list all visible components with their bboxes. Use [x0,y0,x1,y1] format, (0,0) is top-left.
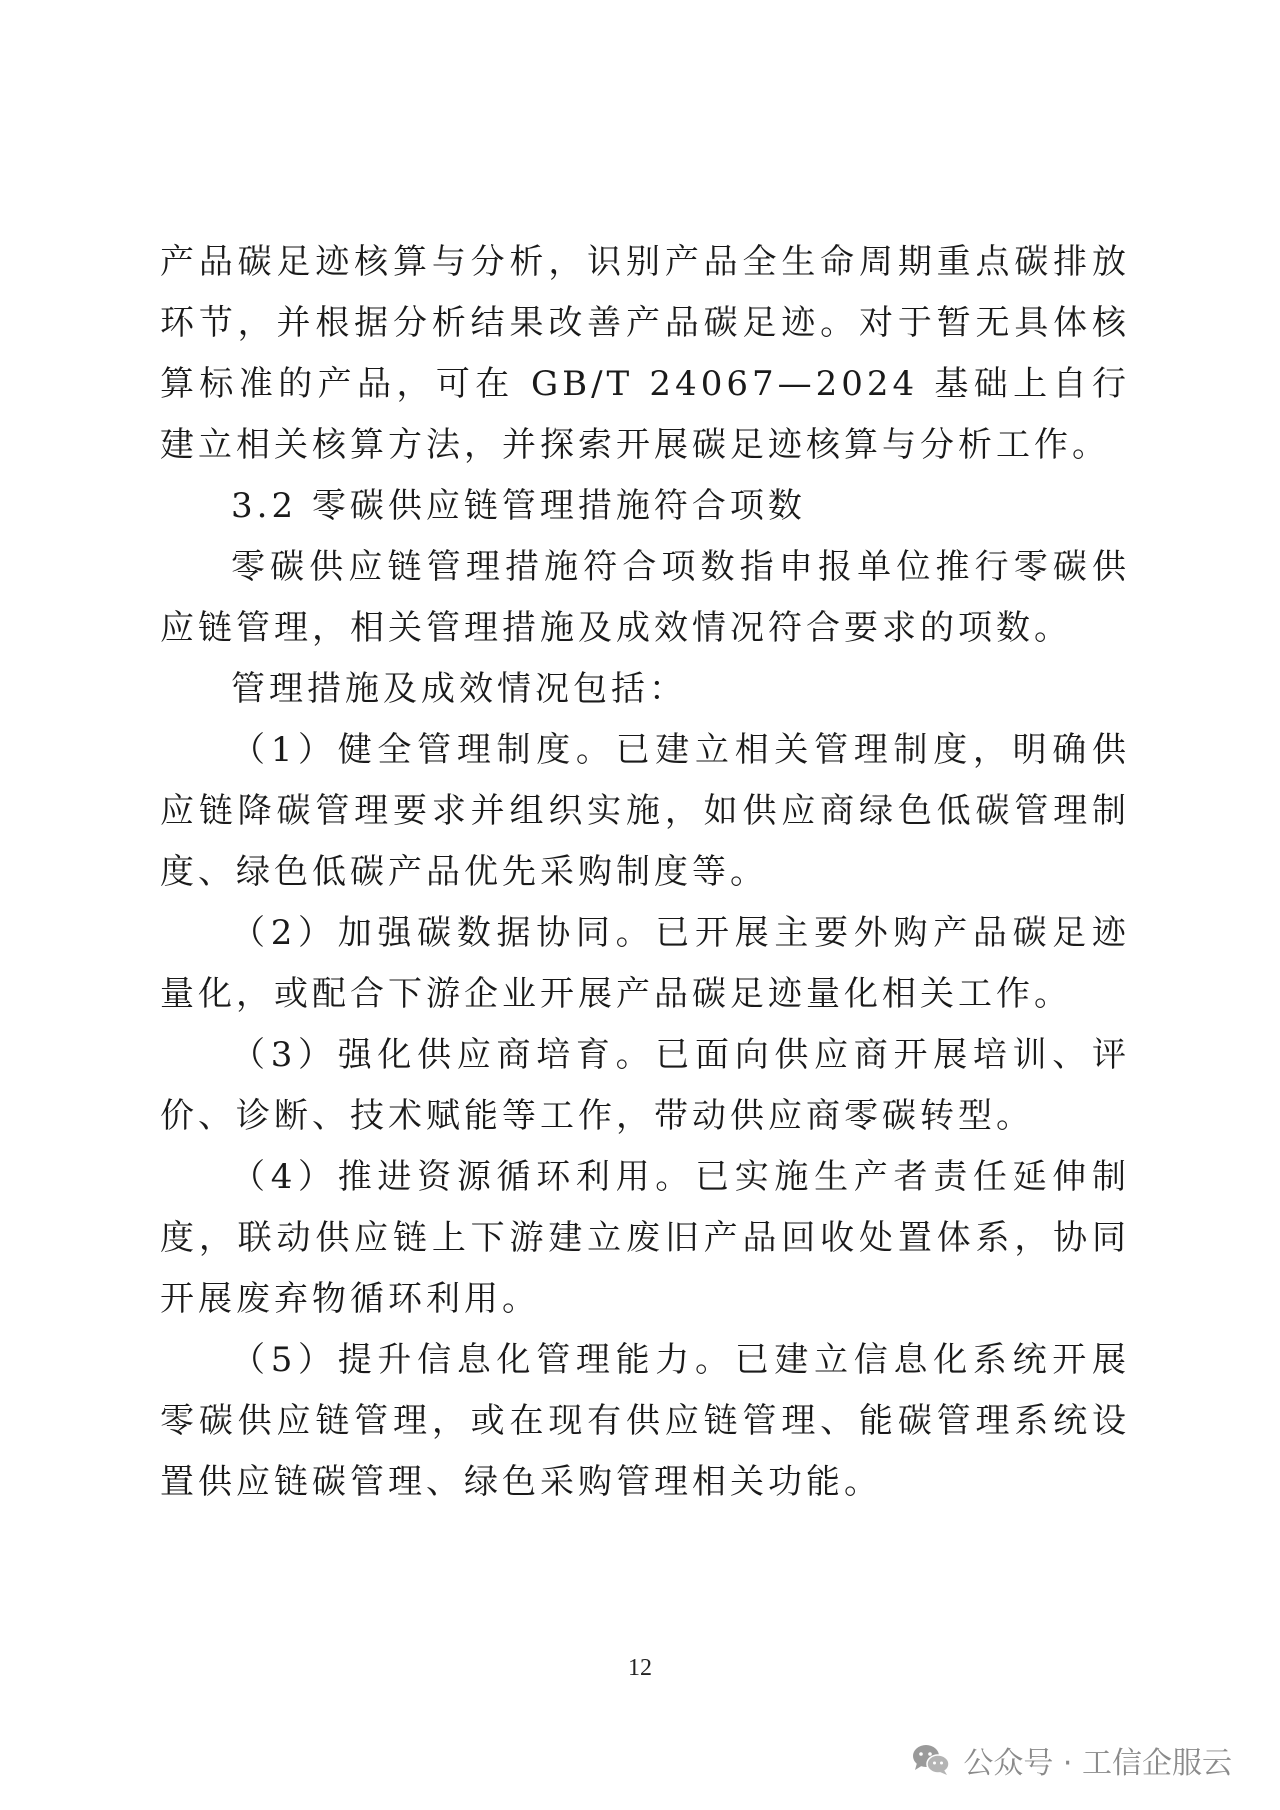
definition-paragraph: 零碳供应链管理措施符合项数指申报单位推行零碳供应链管理，相关管理措施及成效情况符合要求的项数。 [160,547,1130,648]
list-item: （5）提升信息化管理能力。已建立信息化系统开展零碳供应链管理，或在现有供应链管理、能碳管理系统设置供应链碳管理、绿色采购管理相关功能。 [160,1340,1130,1502]
list-item: （3）强化供应商培育。已面向供应商开展培训、评价、诊断、技术赋能等工作，带动供应商零碳转型。 [160,1035,1130,1136]
watermark-text: 公众号 · 工信企服云 [963,1746,1232,1781]
list-item: （1）健全管理制度。已建立相关管理制度，明确供应链降碳管理要求并组织实施，如供应商绿色低碳管理制度、绿色低碳产品优先采购制度等。 [160,730,1130,892]
intro-paragraph: 产品碳足迹核算与分析，识别产品全生命周期重点碳排放环节，并根据分析结果改善产品碳足迹。对于暂无具体核算标准的产品，可在 GB/T 24067—2024 基础上自行建立相关核算方法，并探索开展碳足迹核算与分析工作。 [160,242,1130,465]
watermark [911,1738,1232,1782]
section-heading: 3.2 零碳供应链管理措施符合项数 [231,486,806,526]
list-item: （2）加强碳数据协同。已开展主要外购产品碳足迹量化，或配合下游企业开展产品碳足迹量化相关工作。 [160,913,1130,1014]
page-number: 12 [628,1655,652,1681]
list-item: （4）推进资源循环利用。已实施生产者责任延伸制度，联动供应链上下游建立废旧产品回收处置体系，协同开展废弃物循环利用。 [160,1157,1130,1319]
document-body [160,232,1130,1513]
wechat-icon [911,1743,951,1777]
list-intro: 管理措施及成效情况包括： [231,669,687,709]
